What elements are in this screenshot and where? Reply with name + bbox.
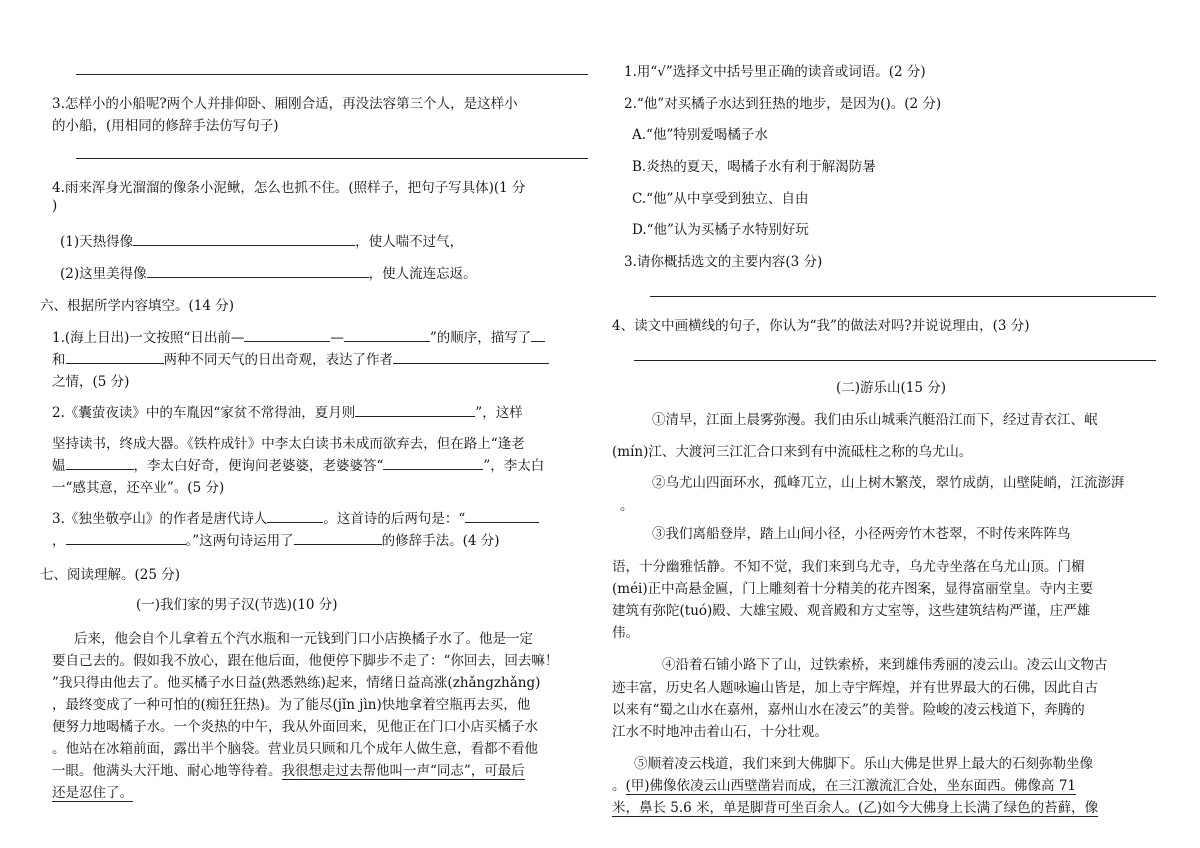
option-d: D.“他”认为买橘子水特别好玩 (632, 222, 809, 238)
s6-question-2-line-3 (52, 454, 544, 474)
passage-1-line: ，最终变成了一种可怕的(痴狂狂热)。为了能尽(jǐn jìn)快地拿着空瓶再去买，他 (52, 697, 531, 713)
s6q1-dash: — (330, 330, 344, 346)
underlined-sentence: 米，鼻长 5.6 米，单是脚背可坐百余人。(乙)如今大佛身上长满了绿色的苔藓，像 (612, 800, 1099, 816)
s6-question-1-line-3: 之情，(5 分) (52, 374, 130, 390)
r-question-3: 3.请你概括选文的主要内容(3 分) (624, 254, 823, 270)
r-question-1: 1.用“√”选择文中括号里正确的读音或词语。(2 分) (624, 64, 926, 80)
passage-2-line: ④沿着石铺小路下了山，过铁索桥，来到雄伟秀丽的凌云山。凌云山文物古 (662, 657, 1108, 673)
passage-2-line: 建筑有弥陀(tuó)殿、大雄宝殿、观音殿和方丈室等，这些建筑结构严谨，庄严雄 (612, 603, 1091, 619)
s6-question-3-line-2 (52, 529, 500, 549)
passage-text: 。 (612, 778, 626, 794)
fill-blank[interactable] (531, 327, 545, 342)
question-4-line-2: ) (52, 198, 58, 214)
passage-2-line: 。 (620, 498, 634, 514)
question-4-item-2 (60, 262, 477, 282)
item-1-suffix: ，使人喘不过气， (355, 234, 464, 250)
s6q2-text: ”，李太白 (483, 458, 545, 474)
s6-question-2-line-2: 坚持读书，终成大器。《铁杵成针》中李太白读书未成而欲弃去，但在路上“逢老 (52, 436, 525, 452)
question-3-line-2: 的小船，(用相同的修辞手法仿写句子) (52, 118, 279, 134)
s6q2-text: ”，这样 (475, 405, 523, 421)
fill-blank[interactable] (66, 455, 134, 470)
fill-blank[interactable] (344, 327, 430, 342)
passage-2-line (612, 774, 1076, 794)
answer-line (634, 360, 1156, 361)
fill-blank[interactable] (147, 263, 369, 278)
s6-question-2-line-1 (52, 401, 523, 421)
answer-line (76, 74, 588, 75)
s6q2-text: 2.《囊萤夜读》中的车胤因“家贫不常得油，夏月则 (52, 405, 356, 421)
passage-1-line: 后来，他会自个儿拿着五个汽水瓶和一元钱到门口小店换橘子水了。他是一定 (74, 631, 533, 647)
s6-question-1-line-1 (52, 326, 545, 346)
s6-question-2-line-4: 一“感其意，还卒业”。(5 分) (52, 480, 225, 496)
passage-2-line: 以来有“蜀之山水在嘉州，嘉州山水在凌云”的美誉。险峻的凌云栈道下，奔腾的 (612, 702, 1085, 718)
fill-blank[interactable] (294, 530, 382, 545)
r-question-2: 2.“他”对买橘子水达到狂热的地步，是因为()。(2 分) (624, 96, 942, 112)
option-c: C.“他”从中享受到独立、自由 (632, 191, 809, 207)
fill-blank[interactable] (66, 530, 186, 545)
passage-2-line: 伟。 (612, 625, 639, 641)
passage-1-line (52, 759, 525, 779)
s6q1-text: 和 (52, 352, 66, 368)
passage-2-line: 迹丰富，历史名人题咏遍山皆是，加上寺宇辉煌，并有世界最大的石佛，因此自古 (612, 680, 1098, 696)
item-1-prefix: (1)天热得像 (60, 234, 134, 250)
underlined-sentence: (甲)佛像依凌云山西壁凿岩而成，在三江激流汇合处，坐东面西。佛像高 71 (625, 778, 1077, 794)
option-a: A.“他”特别爱喝橘子水 (632, 127, 768, 143)
s6q2-text: 媪 (52, 458, 66, 474)
passage-1-title: (一)我们家的男子汉(节选)(10 分) (136, 597, 338, 613)
fill-blank[interactable] (133, 231, 355, 246)
s6q1-text: ”的顺序，描写了 (429, 330, 532, 346)
fill-blank[interactable] (393, 349, 549, 364)
s6-question-1-line-2 (52, 348, 549, 368)
fill-blank[interactable] (383, 455, 483, 470)
underlined-sentence: 还是忍住了。 (52, 785, 133, 801)
passage-2-line: ⑤顺着凌云栈道，我们来到大佛脚下。乐山大佛是世界上最大的石刻弥勒坐像 (634, 756, 1093, 772)
question-4-line-1: 4.雨来浑身光溜溜的像条小泥鳅，怎么也抓不住。(照样子，把句子写具体)(1 分 (52, 180, 526, 196)
answer-line (76, 158, 588, 159)
passage-2-line (612, 796, 1098, 816)
passage-1-line: 便努力地喝橘子水。一个炎热的中午，我从外面回来，见他正在门口小店买橘子水 (52, 719, 538, 735)
passage-2-line: ②乌尤山四面环水，孤峰兀立，山上树木繁茂，翠竹成荫，山壁陡峭，江流澎湃 (652, 475, 1125, 491)
fill-blank[interactable] (355, 402, 475, 417)
underlined-sentence: 我很想走过去帮他叫一声“同志”，可最后 (281, 763, 525, 779)
passage-2-line: 江水不时地冲击着山石，十分壮观。 (612, 724, 828, 740)
s6q1-text: 1.(海上日出)一文按照“日出前— (52, 330, 245, 346)
s6q3-text: ， (52, 533, 66, 549)
r-question-4: 4、读文中画横线的句子，你认为“我”的做法对吗?并说说理由，(3 分) (612, 318, 1030, 334)
item-2-suffix: ，使人流连忘返。 (368, 266, 477, 282)
passage-2-line: ③我们离船登岸，踏上山间小径，小径两旁竹木苍翠，不时传来阵阵鸟 (652, 526, 1071, 542)
passage-1-line: 要自己去的。假如我不放心，跟在他后面，他便停下脚步不走了：“你回去，回去嘛！ (52, 653, 559, 669)
passage-1-line: 。他站在冰箱前面，露出半个脑袋。营业员只顾和几个成年人做生意，看都不看他 (52, 741, 538, 757)
s6q3-text: 。这首诗的后两句是：“ (323, 511, 466, 527)
s6q1-text: 两种不同天气的日出奇观，表达了作者 (163, 352, 393, 368)
s6q2-text: ，李太白好奇，便询问老婆婆，老婆婆答“ (133, 458, 384, 474)
passage-2-line: (méi)正中高悬金匾，门上雕刻着十分精美的花卉图案，显得富丽堂皇。寺内主要 (612, 581, 1094, 597)
question-3-line-1: 3.怎样小的小船呢?两个人并排仰卧、厢刚合适，再没法容第三个人，是这样小 (52, 96, 518, 112)
passage-2-line: ①清早，江面上晨雾弥漫。我们由乐山城乘汽艇沿江而下，经过青衣江、岷 (652, 412, 1098, 428)
s6q3-text: 的修辞手法。(4 分) (381, 533, 500, 549)
s6q3-text: 3.《独坐敬亭山》的作者是唐代诗人 (52, 511, 268, 527)
option-b: B.炎热的夏天，喝橘子水有利于解渴防暑 (632, 159, 876, 175)
section-7-heading: 七、阅读理解。(25 分) (40, 567, 181, 583)
fill-blank[interactable] (244, 327, 330, 342)
passage-2-title: (二)游乐山(15 分) (836, 380, 947, 396)
passage-1-line (52, 781, 133, 801)
passage-text: 一眼。他满头大汗地、耐心地等待着。 (52, 763, 282, 779)
passage-2-line: (mín)江、大渡河三江汇合口来到有中流砥柱之称的乌尤山。 (612, 444, 973, 460)
s6-question-3-line-1 (52, 507, 539, 527)
item-2-prefix: (2)这里美得像 (60, 266, 147, 282)
question-4-item-1 (60, 230, 463, 250)
fill-blank[interactable] (267, 508, 323, 523)
passage-1-line: ”我只得由他去了。他买橘子水日益(熟悉熟练)起来，情绪日益高涨(zhǎngzhǎng) (52, 675, 541, 691)
fill-blank[interactable] (66, 349, 164, 364)
section-6-heading: 六、根据所学内容填空。(14 分) (40, 298, 235, 314)
s6q3-text: 。”这两句诗运用了 (185, 533, 294, 549)
fill-blank[interactable] (465, 508, 539, 523)
passage-2-line: 语，十分幽雅恬静。不知不觉，我们来到乌尤寺，乌尤寺坐落在乌尤山顶。门楣 (612, 559, 1085, 575)
answer-line (650, 296, 1156, 297)
